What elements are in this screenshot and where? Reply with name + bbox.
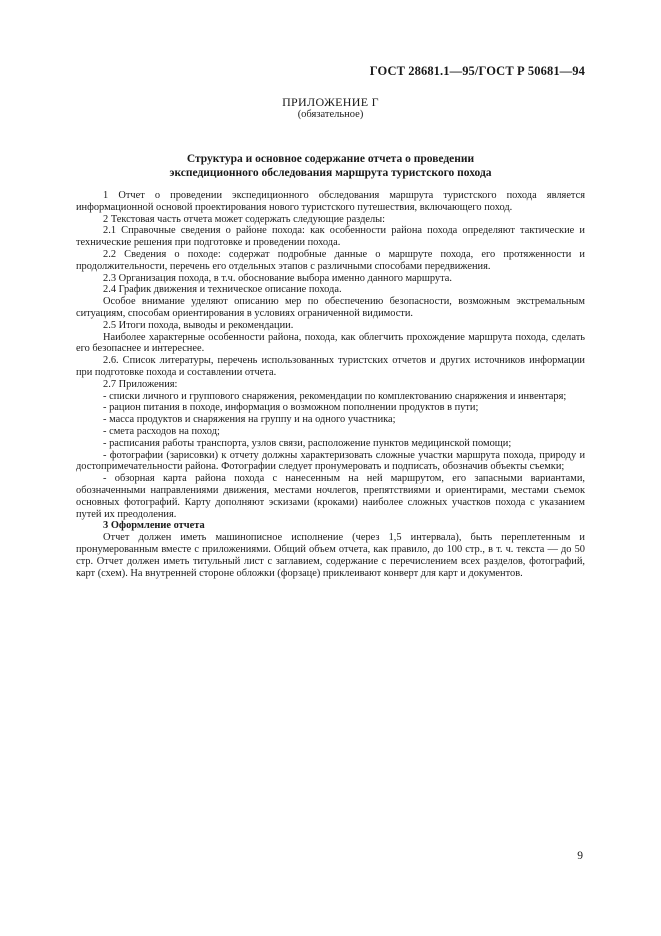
paragraph: Особое внимание уделяют описанию мер по обеспечению безопасности, возможным экстремальным ситуациям, способам ориентирования в условиях ограниченной видимости. <box>76 296 585 319</box>
list-item: - смета расходов на поход; <box>103 425 220 437</box>
document-code: ГОСТ 28681.1—95/ГОСТ Р 50681—94 <box>369 64 585 78</box>
subsection-heading: 3 Оформление отчета <box>103 520 205 532</box>
section-title-line: Структура и основное содержание отчета о проведении <box>186 153 475 165</box>
paragraph: 2 Текстовая часть отчета может содержать следующие разделы: <box>103 213 386 225</box>
paragraph: 1 Отчет о проведении экспедиционного обследования маршрута туристского похода является информационной основой проектирования нового туристского путешествия, включающего поход. <box>76 190 585 213</box>
list-item: - расписания работы транспорта, узлов связи, расположение пунктов медицинской помощи; <box>103 437 512 449</box>
paragraph: Наиболее характерные особенности района, похода, как облегчить прохождение маршрута похода, сделать его безопаснее и интереснее. <box>76 331 585 355</box>
section-title-line: экспедиционного обследования маршрута туристского похода <box>169 166 492 179</box>
document-body <box>76 190 585 579</box>
paragraph: 2.7 Приложения: <box>103 378 178 390</box>
paragraph: 2.4 График движения и техническое описание похода. <box>103 284 342 296</box>
paragraph: Отчет должен иметь машинописное исполнение (через 1,5 интервала), быть переплетенным и пронумерованным вместе с приложениями. Общий объем отчета, как правило, до 100 стр., в т. ч. текста — до 50 стр. Отчет должен иметь титульный лист с заглавием, содержание с перечислением всех разделов, фотографий, карт (схем). На внутренней стороне обложки (форзаце) приклеивают конверт для карт и документов. <box>76 532 585 579</box>
list-item: - рацион питания в походе, информация о возможном пополнении продуктов в пути; <box>103 402 479 414</box>
list-item: - списки личного и группового снаряжения, рекомендации по комплектованию снаряжения и инвентаря; <box>103 390 567 402</box>
page-number: 9 <box>577 850 583 862</box>
list-item: - обзорная карта района похода с нанесенным на ней маршрутом, его запасными вариантами, обозначенными направлениями движения, местами ночлегов, препятствиями и ориентирами, местами съемок основных фотографий. Карту дополняют эскизами (кроками) наиболее сложных участков похода с указанием путей их преодоления. <box>76 473 585 520</box>
appendix-title: ПРИЛОЖЕНИЕ Г <box>282 95 379 109</box>
list-item: - фотографии (зарисовки) к отчету должны характеризовать сложные участки маршрута похода, природу и достопримечательности района. Фотографии следует пронумеровать и подписать, обозначив объекты съемки; <box>76 449 585 473</box>
section-title <box>0 153 661 180</box>
paragraph: 2.5 Итоги похода, выводы и рекомендации. <box>103 319 294 331</box>
appendix-subtitle: (обязательное) <box>297 109 364 120</box>
paragraph: 2.2 Сведения о походе: содержат подробные данные о маршруте похода, его протяженности и продолжительности, перечень его отдельных этапов с различными способами передвижения. <box>76 248 585 272</box>
paragraph: 2.3 Организация похода, в т.ч. обоснование выбора именно данного маршрута. <box>103 272 452 284</box>
list-item: - масса продуктов и снаряжения на группу и на одного участника; <box>103 414 396 426</box>
paragraph: 2.6. Список литературы, перечень использованных туристских отчетов и других источников информации при подготовке похода и составлении отчета. <box>76 355 585 378</box>
paragraph: 2.1 Справочные сведения о районе похода: как особенности района похода определяют тактические и технические решения при подготовке и проведении похода. <box>76 225 585 249</box>
